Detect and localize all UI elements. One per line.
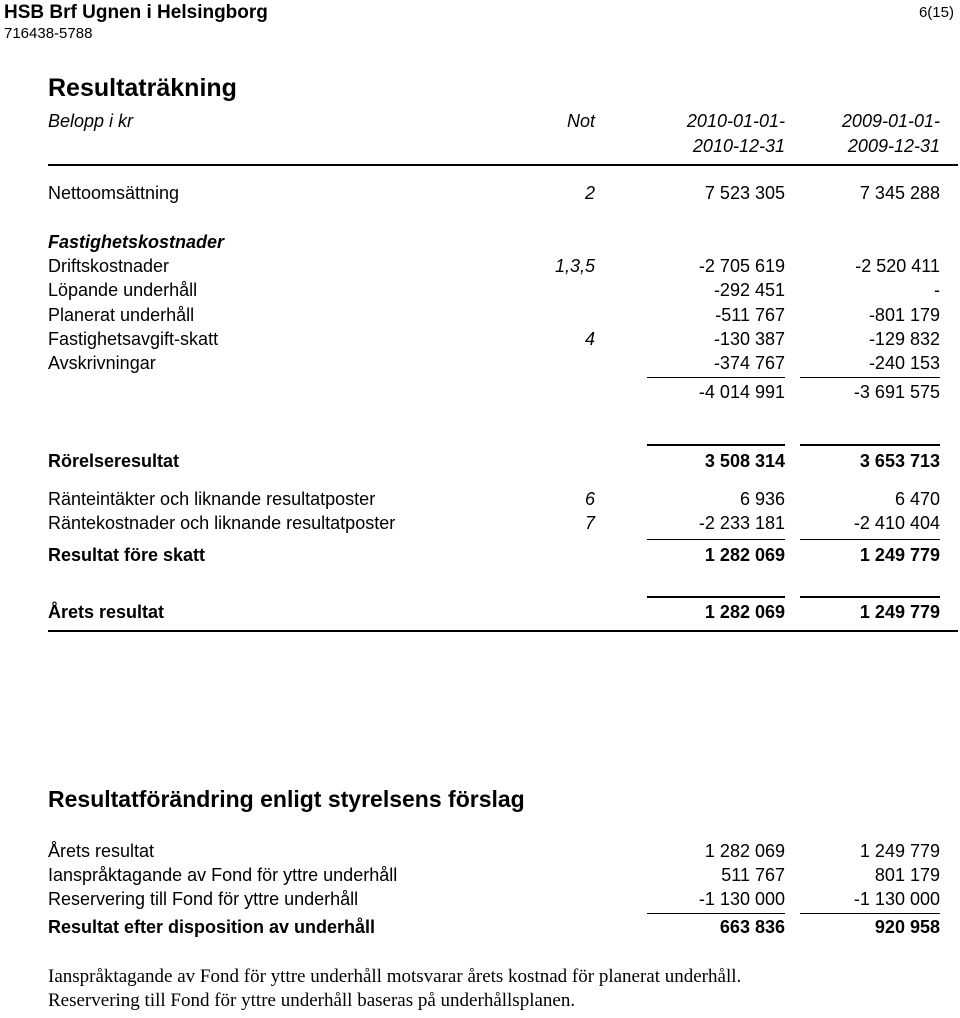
row-current: 663 836 [719, 917, 785, 937]
row-current: 1 282 069 [704, 841, 785, 861]
row-current: -1 130 000 [698, 889, 785, 909]
row-label: Avskrivningar [48, 353, 156, 373]
total-rule-prior [800, 444, 940, 446]
table-row [0, 489, 960, 513]
row-label: Resultat efter disposition av underhåll [48, 917, 376, 937]
note-header: Not [566, 111, 595, 131]
prior-period-end: 2009-12-31 [847, 136, 940, 156]
row-label: Rörelseresultat [48, 451, 180, 471]
row-current: 511 767 [721, 865, 785, 885]
table-row [0, 305, 960, 329]
total-rule-current [647, 596, 785, 598]
table-row [0, 256, 960, 280]
row-prior: -3 691 575 [853, 382, 940, 402]
row-prior: 1 249 779 [859, 545, 940, 565]
row-prior: 801 179 [874, 865, 940, 885]
table-row [0, 865, 960, 889]
row-prior: 6 470 [894, 489, 940, 509]
result-before-tax-row [0, 545, 960, 569]
row-prior: -1 130 000 [853, 889, 940, 909]
subtotal-rule-current [647, 539, 785, 540]
row-prior: -129 832 [868, 329, 940, 349]
table-row [0, 329, 960, 353]
row-current: -2 705 619 [698, 256, 785, 276]
operating-result-row [0, 451, 960, 475]
organization-number: 716438-5788 [4, 25, 93, 42]
subtotal-rule-current [647, 913, 785, 914]
table-row [0, 513, 960, 537]
row-current: 7 523 305 [704, 183, 785, 203]
row-prior: -801 179 [868, 305, 940, 325]
row-label: Räntekostnader och liknande resultatposter [48, 513, 396, 533]
total-rule-prior [800, 596, 940, 598]
row-label: Ianspråktagande av Fond för yttre underhåll [48, 865, 398, 885]
row-label: Årets resultat [48, 602, 165, 622]
row-current: -4 014 991 [698, 382, 785, 402]
row-current: -2 233 181 [698, 513, 785, 533]
row-label: Ränteintäkter och liknande resultatposter [48, 489, 376, 509]
table-row [0, 280, 960, 304]
row-label: Reservering till Fond för yttre underhåll [48, 889, 359, 909]
appropriation-total-row [0, 917, 960, 941]
column-header-row-2 [0, 136, 960, 160]
subtotal-rule-prior [800, 913, 940, 914]
row-current: 3 508 314 [704, 451, 785, 471]
current-period-end: 2010-12-31 [692, 136, 785, 156]
row-prior: 3 653 713 [859, 451, 940, 471]
row-note: 7 [584, 513, 595, 533]
table-row [0, 841, 960, 865]
net-result-row [0, 602, 960, 626]
row-prior: -240 153 [868, 353, 940, 373]
row-note: 6 [584, 489, 595, 509]
organization-name: HSB Brf Ugnen i Helsingborg [4, 2, 268, 23]
subtotal-rule-current [647, 377, 785, 378]
row-label: Driftskostnader [48, 256, 170, 276]
column-header-row [0, 111, 960, 135]
row-current: -130 387 [713, 329, 785, 349]
table-row [0, 353, 960, 377]
prior-period-start: 2009-01-01- [841, 111, 940, 131]
page-title: Resultaträkning [48, 74, 237, 102]
statement-bottom-rule [48, 630, 958, 632]
total-rule-current [647, 444, 785, 446]
row-prior: 7 345 288 [859, 183, 940, 203]
row-current: -511 767 [715, 305, 785, 325]
row-prior: - [934, 280, 940, 300]
row-current: -292 451 [713, 280, 785, 300]
row-current: 1 282 069 [704, 602, 785, 622]
footnote: Ianspråktagande av Fond för yttre underhåll motsvarar årets kostnad för planerat underhåll. [48, 966, 742, 987]
row-current: 6 936 [739, 489, 785, 509]
row-label: Löpande underhåll [48, 280, 198, 300]
row-label: Resultat före skatt [48, 545, 206, 565]
net-sales-row [0, 183, 960, 207]
row-label: Nettoomsättning [48, 183, 180, 203]
footnote: Reservering till Fond för yttre underhåll baseras på underhållsplanen. [48, 990, 576, 1011]
subtotal-rule-prior [800, 539, 940, 540]
row-prior: 1 249 779 [859, 841, 940, 861]
property-costs-total-row [0, 382, 960, 406]
row-prior: 1 249 779 [859, 602, 940, 622]
header-divider [48, 164, 958, 166]
current-period-start: 2010-01-01- [686, 111, 785, 131]
section-title: Resultatförändring enligt styrelsens förslag [48, 786, 525, 812]
page-number: 6(15) [918, 4, 954, 21]
subtotal-rule-prior [800, 377, 940, 378]
property-costs-heading: Fastighetskostnader [48, 232, 225, 252]
amount-label: Belopp i kr [48, 111, 134, 131]
row-current: 1 282 069 [704, 545, 785, 565]
row-label: Årets resultat [48, 841, 155, 861]
row-note: 2 [584, 183, 595, 203]
row-prior: 920 958 [874, 917, 940, 937]
row-prior: -2 520 411 [855, 256, 940, 276]
table-row [0, 889, 960, 913]
row-note: 1,3,5 [554, 256, 595, 276]
row-label: Fastighetsavgift-skatt [48, 329, 219, 349]
row-prior: -2 410 404 [853, 513, 940, 533]
row-current: -374 767 [713, 353, 785, 373]
row-label: Planerat underhåll [48, 305, 195, 325]
row-note: 4 [584, 329, 595, 349]
